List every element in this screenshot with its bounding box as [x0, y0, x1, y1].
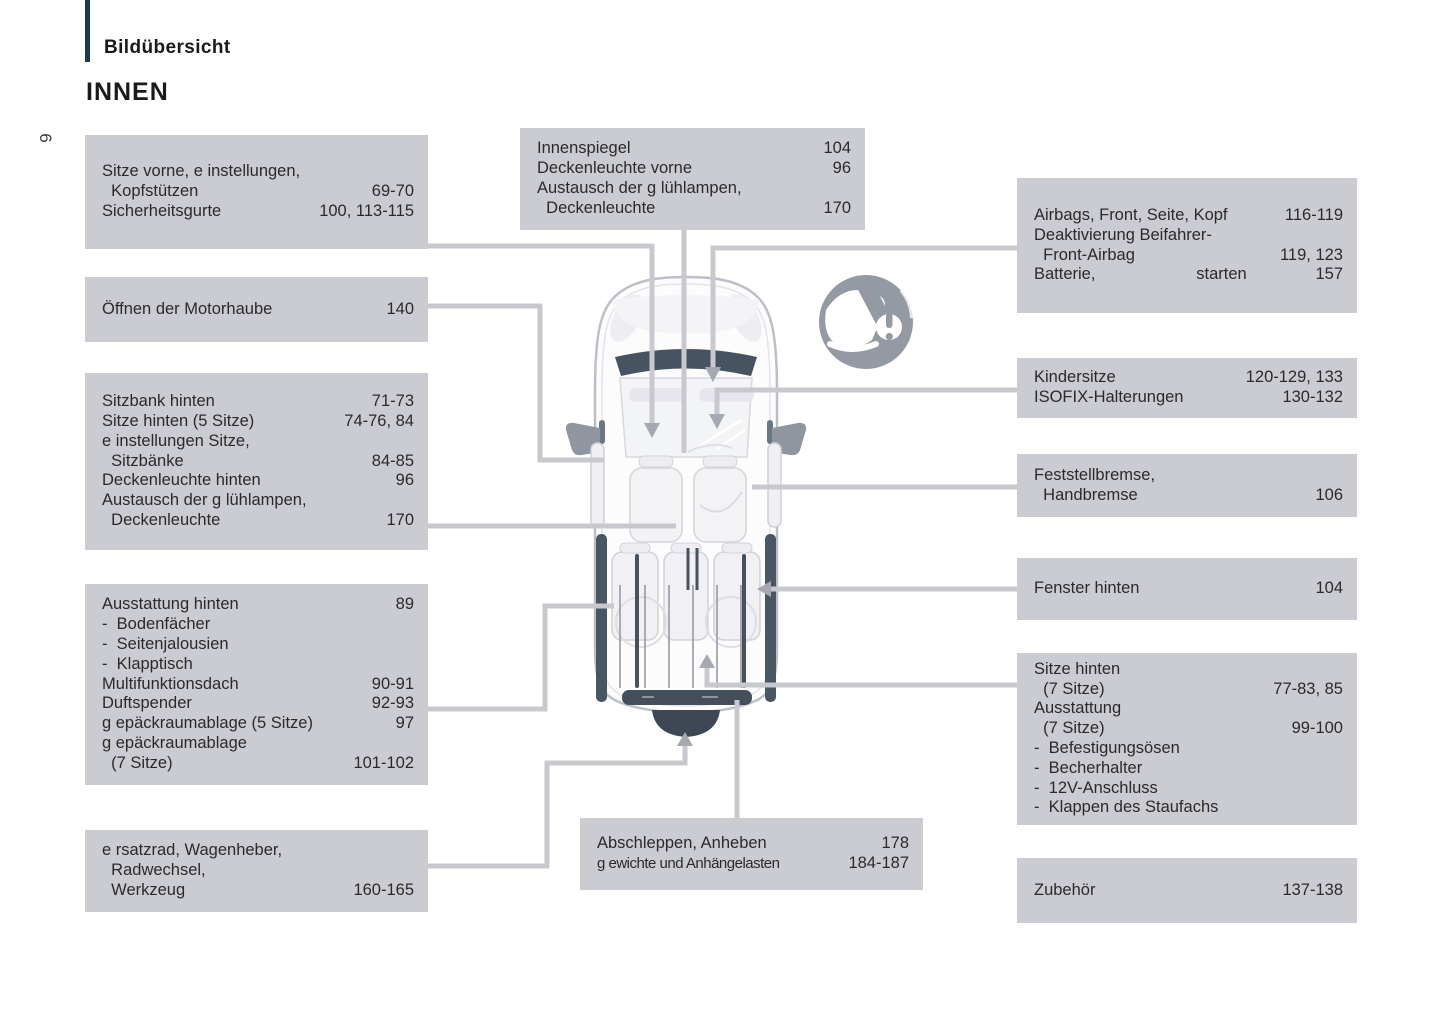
toc-label: Feststellbremse, — [1034, 465, 1156, 484]
toc-label: Kopfstützen — [102, 182, 199, 201]
toc-label: Innenspiegel — [537, 139, 631, 158]
toc-label: Multifunktionsdach — [102, 674, 239, 693]
toc-label: - Befestigungsösen — [1034, 739, 1180, 757]
toc-pages: 170 — [386, 510, 414, 529]
toc-label: - Seitenjalousien — [102, 635, 229, 653]
toc-row — [1017, 579, 1357, 599]
mid-headrest-1 — [620, 543, 650, 553]
toc-label: e instellungen Sitze, — [102, 431, 250, 450]
toc-row — [580, 834, 923, 854]
toc-row — [85, 615, 428, 635]
toc-pages: 119, 123 — [1279, 245, 1343, 264]
toc-label: Deckenleuchte hinten — [102, 471, 261, 490]
toc-label: Abschleppen, Anheben — [597, 834, 767, 853]
toc-row — [85, 714, 428, 734]
toc-row — [1017, 759, 1357, 779]
toc-row — [85, 202, 428, 222]
spare-wheel — [652, 710, 720, 737]
mid-seat-2 — [664, 552, 708, 640]
toc-row — [1017, 719, 1357, 739]
callout-box-sitze-vorne — [85, 135, 428, 249]
toc-row — [85, 182, 428, 202]
toc-label: ISOFIX-Halterungen — [1034, 388, 1184, 406]
callout-box-sitze-hinten-7 — [1017, 653, 1357, 825]
toc-row — [85, 300, 428, 320]
callout-box-kindersitze — [1017, 358, 1357, 418]
toc-pages: 71-73 — [371, 392, 414, 411]
toc-label: Sitze vorne, e instellungen, — [102, 162, 301, 181]
toc-pages: 160-165 — [353, 880, 414, 899]
callout-box-motorhaube — [85, 277, 428, 342]
toc-pages: 74-76, 84 — [344, 412, 414, 430]
toc-row — [1017, 246, 1357, 266]
toc-row — [1017, 699, 1357, 719]
toc-label: Radwechsel, — [102, 861, 206, 880]
toc-pages: 157 — [1315, 265, 1343, 284]
toc-label: Handbremse — [1034, 485, 1138, 504]
toc-row — [520, 199, 865, 219]
toc-row — [580, 854, 923, 874]
toc-row — [1017, 486, 1357, 506]
toc-row — [1017, 206, 1357, 226]
header-accent-bar — [85, 0, 90, 62]
toc-pages: 104 — [823, 139, 851, 158]
sill-dark-left — [596, 534, 607, 702]
toc-label: Werkzeug — [102, 880, 186, 899]
toc-row — [520, 179, 865, 199]
page-number: 6 — [36, 133, 55, 143]
icon-exclaim-bar — [886, 313, 893, 328]
toc-pages: 100, 113-115 — [319, 201, 414, 220]
toc-label: Front-Airbag — [1034, 245, 1135, 264]
toc-row — [85, 635, 428, 655]
toc-label: Sitzbänke — [102, 451, 184, 470]
toc-label: Sicherheitsgurte — [102, 201, 222, 220]
callout-box-ausstattung-hinten — [85, 584, 428, 785]
toc-row — [1017, 798, 1357, 818]
toc-pages: 69-70 — [371, 182, 414, 201]
toc-row — [85, 754, 428, 774]
toc-label: - Becherhalter — [1034, 758, 1143, 777]
tailgate-bar — [622, 690, 752, 705]
callout-box-innenspiegel — [520, 128, 865, 230]
toc-label: Airbags, Front, Seite, Kopf — [1034, 205, 1228, 224]
toc-label: (7 Sitze) — [1034, 719, 1105, 738]
toc-row — [85, 162, 428, 182]
callout-box-airbags — [1017, 178, 1357, 313]
toc-label: (7 Sitze) — [1034, 679, 1105, 698]
toc-row — [1017, 660, 1357, 680]
toc-pages: 178 — [881, 834, 909, 853]
toc-label: e rsatzrad, Wagenheber, — [102, 841, 283, 860]
toc-row — [85, 595, 428, 615]
toc-label: Kindersitze — [1034, 368, 1116, 387]
toc-row — [85, 694, 428, 714]
door-rail-left — [591, 443, 604, 527]
toc-row — [85, 841, 428, 861]
connector-ausstattung — [428, 606, 614, 709]
toc-label: Austausch der g lühlampen, — [102, 491, 307, 510]
toc-pages: 140 — [386, 299, 414, 318]
front-seat-left — [630, 468, 682, 542]
toc-row — [1017, 779, 1357, 799]
toc-label: Ausstattung — [1034, 699, 1122, 718]
mid-headrest-3 — [722, 543, 752, 553]
toc-label: Sitze hinten (5 Sitze) — [102, 412, 255, 430]
toc-label: Duftspender — [102, 694, 192, 713]
toc-pages: 90-91 — [371, 674, 414, 693]
toc-row — [520, 139, 865, 159]
toc-sublabel: starten — [1196, 265, 1247, 284]
toc-row — [85, 734, 428, 754]
toc-pages: 92-93 — [371, 694, 414, 713]
toc-row — [85, 452, 428, 472]
headrest-right — [703, 456, 737, 467]
toc-label: Deckenleuchte — [102, 510, 221, 529]
toc-row — [1017, 388, 1357, 408]
toc-pages: 104 — [1315, 579, 1343, 598]
toc-pages: 89 — [395, 595, 414, 614]
toc-label: - Klappen des Staufachs — [1034, 798, 1219, 817]
toc-pages: 130-132 — [1282, 388, 1343, 406]
toc-row — [1017, 881, 1357, 901]
toc-pages: 96 — [395, 471, 414, 490]
toc-row — [520, 159, 865, 179]
callout-box-zubehoer — [1017, 858, 1357, 923]
toc-pages: 96 — [832, 159, 851, 178]
refuelling-warning-icon — [819, 275, 913, 369]
dash-vent-left — [629, 388, 686, 402]
page-title: Bildübersicht — [104, 37, 231, 58]
toc-row — [1017, 265, 1357, 285]
toc-pages: 116-119 — [1284, 205, 1343, 224]
toc-pages: 106 — [1315, 485, 1343, 504]
toc-row — [85, 861, 428, 881]
callout-box-sitzbank-hinten — [85, 373, 428, 550]
toc-label: g epäckraumablage — [102, 733, 247, 752]
toc-label: Deckenleuchte — [537, 198, 656, 217]
headrest-left — [639, 456, 673, 467]
toc-label: g ewichte und Anhängelasten — [597, 855, 780, 872]
toc-label: Sitze hinten — [1034, 659, 1121, 678]
toc-label: - Bodenfächer — [102, 615, 211, 634]
toc-label: Ausstattung hinten — [102, 595, 239, 614]
callout-box-feststellbremse — [1017, 454, 1357, 517]
toc-label: Zubehör — [1034, 880, 1096, 899]
toc-row — [85, 675, 428, 695]
toc-pages: 170 — [823, 198, 851, 217]
toc-label: Batterie, — [1034, 265, 1096, 284]
toc-row — [1017, 739, 1357, 759]
callout-box-abschleppen — [580, 818, 923, 890]
toc-label: g epäckraumablage (5 Sitze) — [102, 714, 313, 733]
section-title: INNEN — [86, 78, 169, 106]
icon-exclaim-dot — [886, 333, 893, 340]
toc-row — [85, 392, 428, 412]
toc-row — [85, 655, 428, 675]
toc-pages: 84-85 — [371, 451, 414, 470]
toc-pages: 99-100 — [1291, 719, 1343, 738]
toc-pages: 97 — [395, 714, 414, 733]
sill-dark-right — [765, 534, 776, 702]
toc-row — [85, 471, 428, 491]
toc-row — [85, 511, 428, 531]
toc-row — [85, 412, 428, 432]
toc-label: (7 Sitze) — [102, 753, 173, 772]
toc-label: Sitzbank hinten — [102, 392, 215, 411]
toc-row — [1017, 680, 1357, 700]
callout-box-fenster-hinten — [1017, 558, 1357, 620]
toc-row — [85, 881, 428, 901]
mid-seat-3 — [714, 552, 760, 640]
toc-row — [1017, 466, 1357, 486]
callout-box-ersatzrad — [85, 830, 428, 912]
toc-label: Deaktivierung Beifahrer- — [1034, 225, 1212, 244]
toc-pages: 77-83, 85 — [1273, 679, 1343, 698]
toc-label: Deckenleuchte vorne — [537, 159, 693, 178]
toc-row — [85, 491, 428, 511]
toc-label: - Klapptisch — [102, 654, 193, 673]
toc-label: Öffnen der Motorhaube — [102, 299, 273, 318]
toc-pages: 184-187 — [848, 854, 909, 872]
toc-row — [1017, 368, 1357, 388]
toc-label: - 12V-Anschluss — [1034, 778, 1158, 797]
front-seat-right — [694, 468, 746, 542]
toc-label: Fenster hinten — [1034, 579, 1140, 598]
toc-pages: 101-102 — [353, 753, 414, 772]
toc-pages: 137-138 — [1282, 880, 1343, 899]
toc-row — [85, 432, 428, 452]
toc-row — [1017, 226, 1357, 246]
toc-pages: 120-129, 133 — [1245, 368, 1343, 387]
toc-label: Austausch der g lühlampen, — [537, 179, 742, 197]
